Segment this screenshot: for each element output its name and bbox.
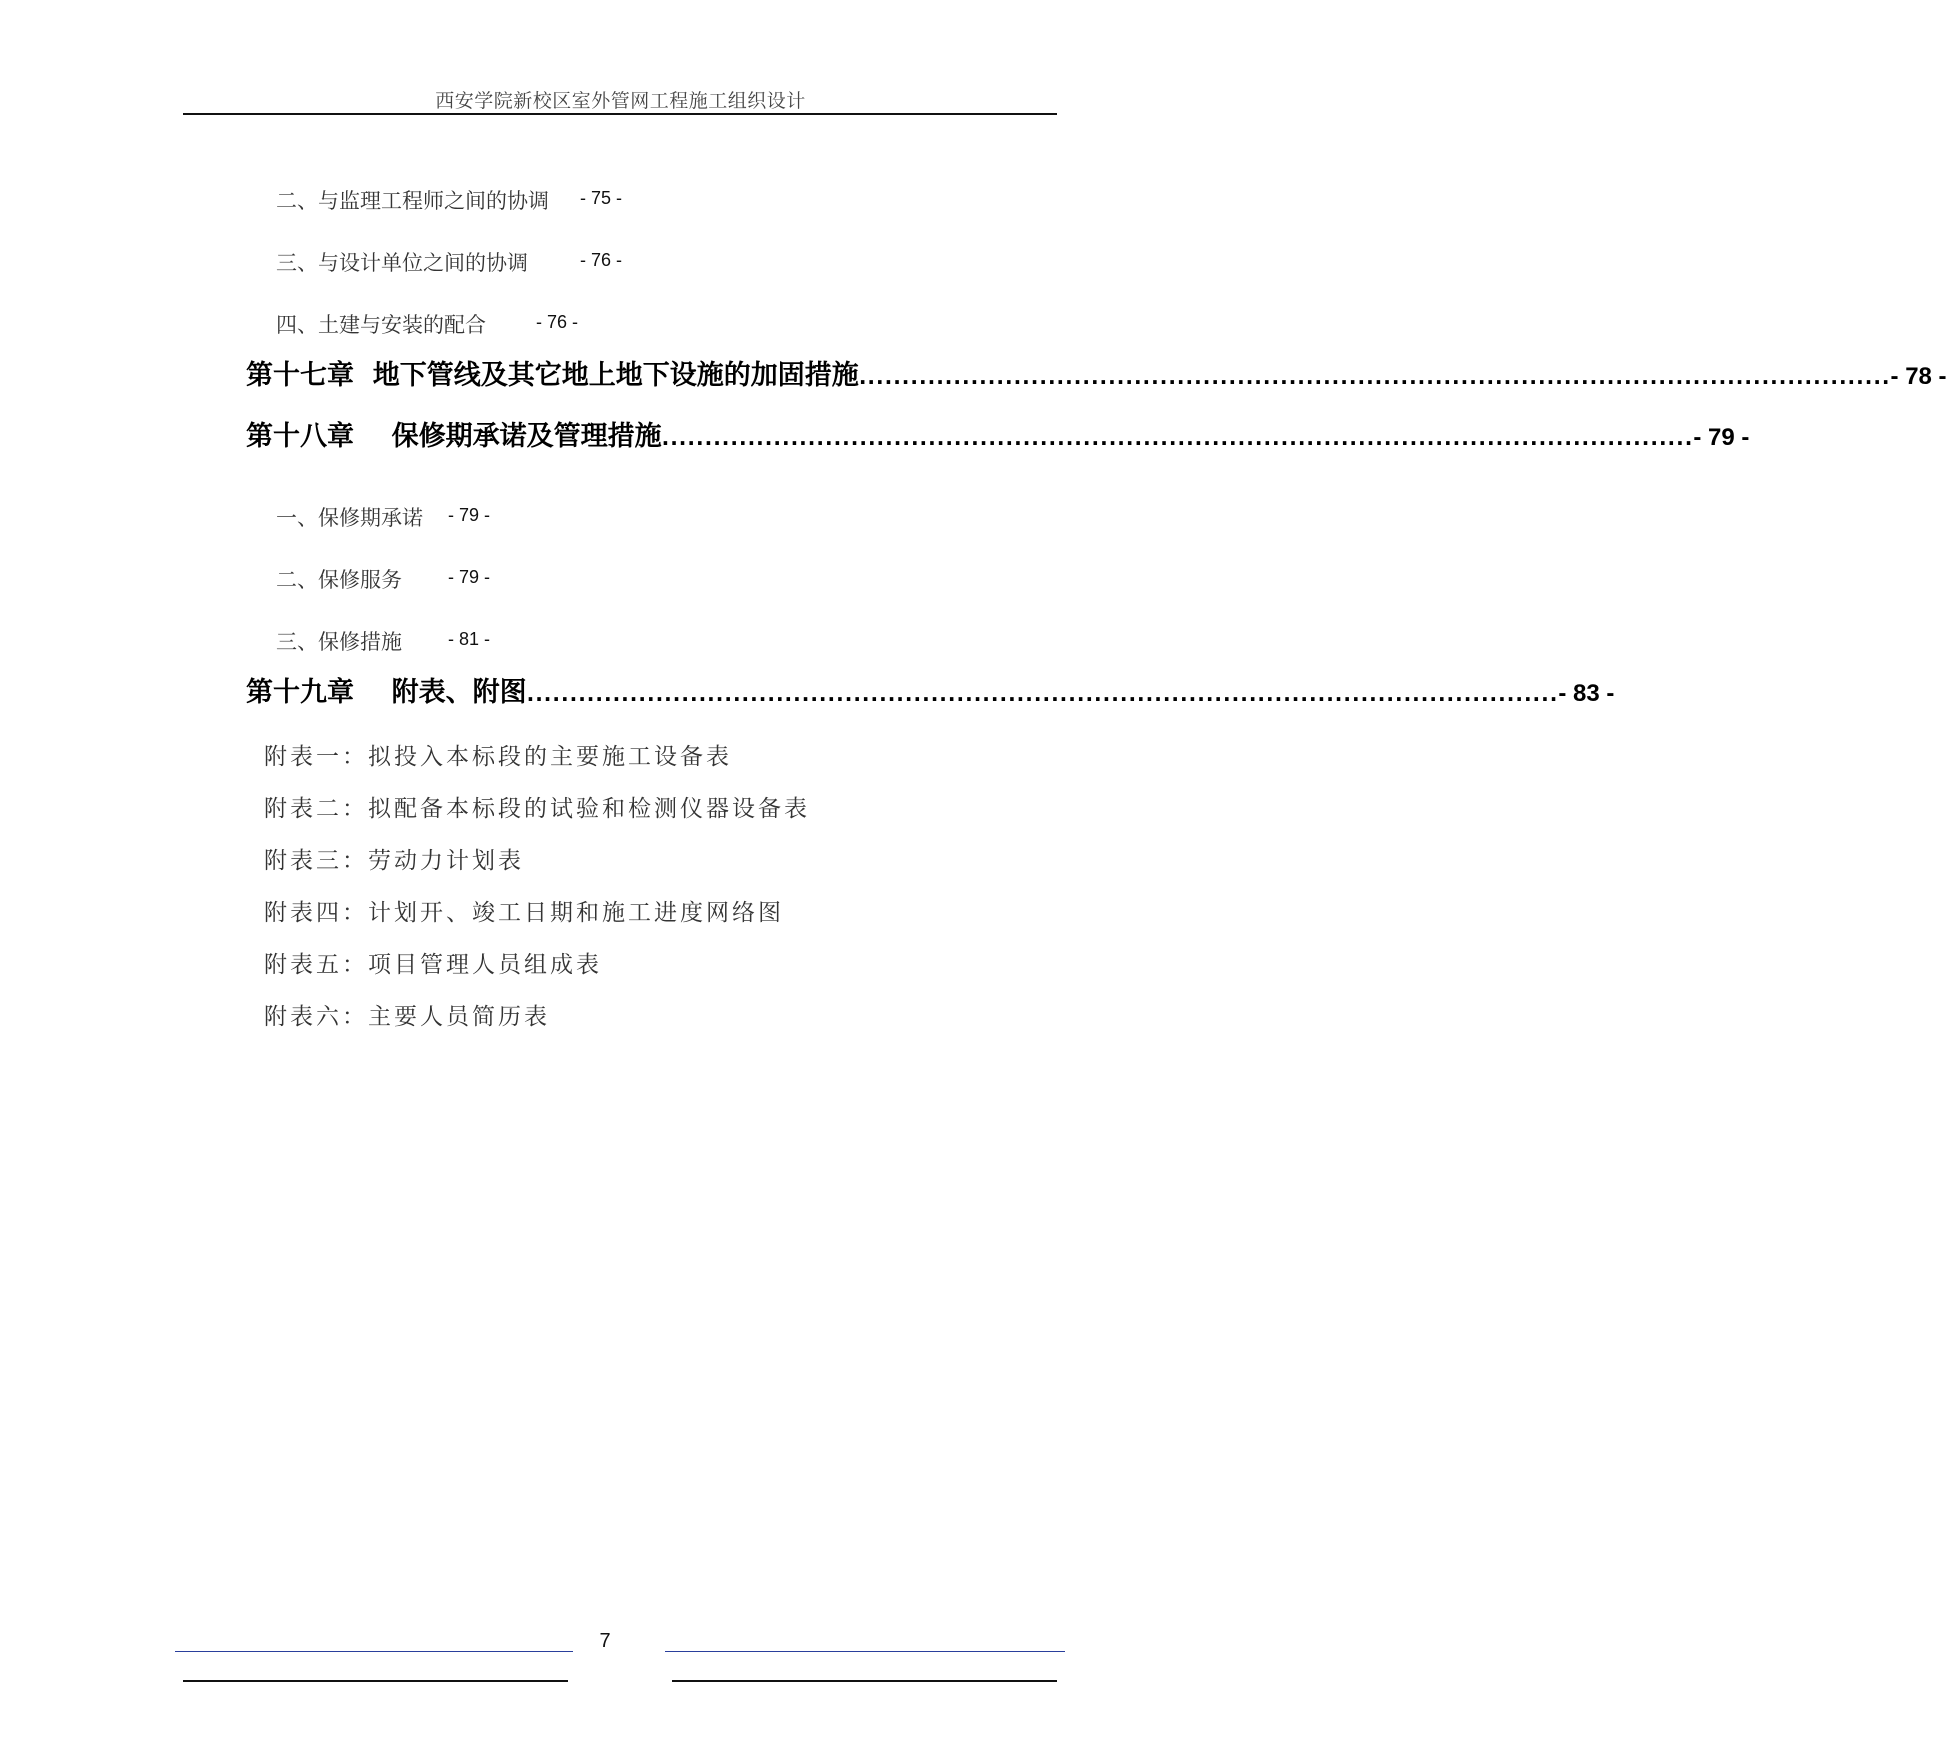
- chapter-title: 第十八章 保修期承诺及管理措施: [246, 421, 662, 452]
- appendix-item: 附表四：计划开、竣工日期和施工进度网络图: [264, 900, 784, 926]
- toc-entry-label: 三、保修措施: [276, 630, 402, 654]
- toc-chapter-18[interactable]: [246, 414, 1750, 454]
- appendix-item: 附表一：拟投入本标段的主要施工设备表: [264, 744, 732, 770]
- toc-entry[interactable]: [276, 309, 579, 339]
- appendix-item: 附表三：劳动力计划表: [264, 848, 524, 874]
- dot-leader: ........................................................................................................................: [526, 682, 1559, 706]
- chapter-page: - 79 -: [1693, 424, 1750, 451]
- footer-rule-right: [672, 1680, 1057, 1682]
- toc-entry-label: 四、土建与安装的配合: [276, 313, 486, 337]
- appendix-item: 附表六：主要人员简历表: [264, 1004, 550, 1030]
- footer-rule-left: [183, 1680, 568, 1682]
- toc-entry[interactable]: [276, 247, 623, 277]
- footer-blue-line-right: [665, 1651, 1065, 1652]
- toc-entry[interactable]: [276, 626, 491, 656]
- toc-entry-page: - 79 -: [448, 567, 491, 587]
- toc-entry-page: - 76 -: [580, 250, 623, 270]
- header-rule: [183, 113, 1057, 115]
- appendix-item: 附表二：拟配备本标段的试验和检测仪器设备表: [264, 796, 810, 822]
- toc-entry-page: - 81 -: [448, 629, 491, 649]
- running-header-title: 西安学院新校区室外管网工程施工组织设计: [435, 90, 806, 112]
- chapter-page: - 83 -: [1558, 680, 1615, 707]
- dot-leader: ........................................................................................................................: [858, 365, 1891, 389]
- toc-entry-label: 一、保修期承诺: [276, 506, 423, 530]
- appendix-item: 附表五：项目管理人员组成表: [264, 952, 602, 978]
- toc-entry[interactable]: [276, 502, 491, 532]
- page-number: 7: [599, 1630, 611, 1652]
- chapter-page: - 78 -: [1890, 363, 1947, 390]
- toc-chapter-19[interactable]: [246, 670, 1615, 710]
- chapter-title: 第十七章 地下管线及其它地上地下设施的加固措施: [246, 360, 859, 391]
- toc-entry[interactable]: [276, 564, 491, 594]
- dot-leader: ........................................................................................................................: [661, 426, 1694, 450]
- toc-entry-page: - 79 -: [448, 505, 491, 525]
- toc-entry-label: 二、保修服务: [276, 568, 402, 592]
- toc-entry-label: 二、与监理工程师之间的协调: [276, 189, 549, 213]
- footer-blue-line-left: [175, 1651, 573, 1652]
- toc-entry-label: 三、与设计单位之间的协调: [276, 251, 528, 275]
- toc-entry-page: - 76 -: [536, 312, 579, 332]
- toc-entry[interactable]: [276, 185, 623, 215]
- toc-chapter-17[interactable]: [246, 353, 1947, 393]
- chapter-title: 第十九章 附表、附图: [246, 677, 527, 708]
- toc-entry-page: - 75 -: [580, 188, 623, 208]
